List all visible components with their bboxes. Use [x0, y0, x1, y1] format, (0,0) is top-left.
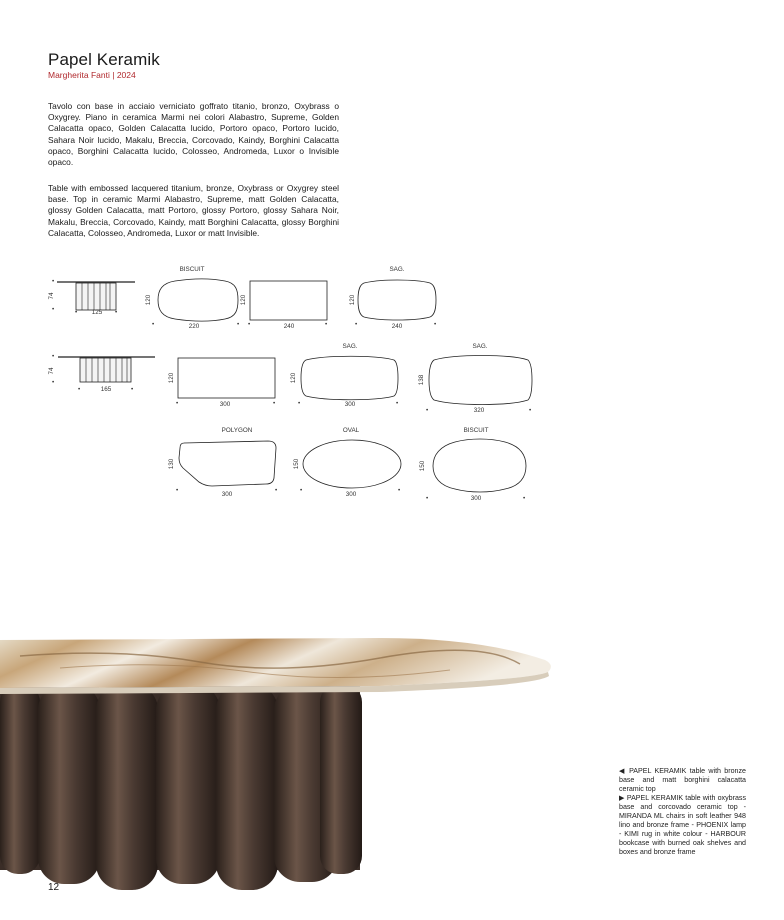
biscuit-depth-label: 120	[145, 294, 152, 306]
biscuit-shape-220	[158, 279, 238, 322]
sag-depth-label: 120	[349, 294, 356, 306]
rect-depth-label-2: 120	[168, 372, 175, 384]
svg-text:•: •	[78, 386, 81, 393]
svg-text:•: •	[176, 400, 179, 407]
svg-text:•: •	[273, 400, 276, 407]
shape-label-oval: OVAL	[342, 427, 360, 434]
svg-text:•: •	[131, 386, 134, 393]
side-view-165	[48, 353, 155, 393]
rectangular-shape-300	[178, 358, 275, 398]
caption-left-photo: ◀ PAPEL KERAMIK table with bronze base and matt borghini calacatta ceramic top	[619, 767, 746, 793]
svg-text:•: •	[355, 321, 358, 328]
side-width-label: 125	[91, 309, 103, 316]
oval-depth-label: 150	[293, 458, 300, 470]
biscuit-length-label: 220	[188, 323, 200, 330]
shape-label-biscuit-2: BISCUIT	[463, 427, 489, 434]
oval-length-label: 300	[345, 491, 357, 498]
side-view-125	[48, 278, 135, 316]
svg-text:•: •	[152, 321, 155, 328]
rect-depth-label: 120	[240, 294, 247, 306]
photo-caption	[619, 767, 746, 857]
svg-text:•: •	[52, 379, 55, 386]
svg-text:•: •	[275, 487, 278, 494]
svg-text:•: •	[300, 487, 303, 494]
side-height-label-2: 74	[48, 367, 55, 375]
sag-shape-300	[301, 356, 398, 400]
biscuit-length-label-2: 300	[470, 495, 482, 502]
sag-depth-label-3: 138	[418, 374, 425, 386]
polygon-length-label: 300	[221, 491, 233, 498]
shape-label-polygon: POLYGON	[221, 427, 253, 434]
sag-length-label: 240	[391, 323, 403, 330]
svg-text:•: •	[396, 400, 399, 407]
shape-label-sag-3: SAG.	[472, 343, 488, 350]
shape-label-biscuit: BISCUIT	[179, 266, 205, 273]
svg-text:•: •	[298, 400, 301, 407]
biscuit-shape-300	[433, 439, 526, 492]
designer-year: Margherita Fanti | 2024	[48, 70, 136, 80]
svg-text:•: •	[176, 487, 179, 494]
side-height-label: 74	[48, 292, 55, 300]
svg-text:•: •	[52, 278, 55, 285]
marble-tabletop	[0, 638, 551, 694]
shape-label-sag: SAG.	[389, 266, 405, 273]
product-photo	[0, 628, 600, 890]
rect-length-label: 240	[283, 323, 295, 330]
table-base	[0, 684, 362, 890]
svg-text:•: •	[52, 353, 55, 360]
svg-text:•: •	[398, 487, 401, 494]
side-width-label-2: 165	[100, 386, 112, 393]
svg-text:•: •	[523, 495, 526, 502]
svg-text:•: •	[325, 321, 328, 328]
description-english: Table with embossed lacquered titanium, bronze, Oxybrass or Oxygrey steel base. Top in ceramic Marmi Alabastro, Supreme, matt Golden Calacatta, glossy Golden Calacatta, matt Portoro, glossy Portoro, glossy Sahara Noir, Makalu, Breccia, Corcovado, Kaindy, matt Borghini Calacatta, glossy Borghini Calacatta, Colosseo, Andromeda, Luxor or matt Invisible.	[48, 183, 339, 238]
page-number: 12	[48, 882, 60, 893]
polygon-shape-300	[179, 441, 276, 486]
svg-text:•: •	[248, 321, 251, 328]
svg-text:•: •	[237, 321, 240, 328]
svg-text:•: •	[434, 321, 437, 328]
sag-depth-label-2: 120	[290, 372, 297, 384]
oval-shape-300	[303, 440, 401, 488]
rect-length-label-2: 300	[219, 401, 231, 408]
svg-text:•: •	[426, 407, 429, 414]
caption-right-photo: ▶ PAPEL KERAMIK table with oxybrass base and corcovado ceramic top - MIRANDA ML chairs in soft leather 948 lino and bronze frame - PHOENIX lamp - KIMI rug in white colour - HARBOUR bookcase with burned oak shelves and boxes and bronze frame	[619, 794, 746, 856]
description-italian: Tavolo con base in acciaio verniciato goffrato titanio, bronzo, Oxybrass o Oxygrey. Piano in ceramica Marmi nei colori Alabastro, Supreme, Golden Calacatta opaco, Golden Calacatta lucido, Portoro opaco, Portoro lucido, Sahara Noir lucido, Makalu, Breccia, Corcovado, Kaindy, Borghini Calacatta opaco, Borghini Calacatta lucido, Colosseo, Andromeda, Luxor o Invisible opaco.	[48, 101, 339, 168]
svg-text:•: •	[52, 306, 55, 313]
shape-label-sag-2: SAG.	[342, 343, 358, 350]
sag-length-label-2: 300	[344, 401, 356, 408]
page-title: Papel Keramik	[48, 50, 160, 69]
rectangular-shape-240	[250, 281, 327, 320]
biscuit-depth-label-2: 150	[419, 460, 426, 472]
svg-text:•: •	[115, 309, 118, 316]
sag-shape-320	[429, 356, 532, 405]
svg-text:•: •	[75, 309, 78, 316]
svg-text:•: •	[529, 407, 532, 414]
sag-length-label-3: 320	[473, 407, 485, 414]
svg-text:•: •	[426, 495, 429, 502]
sag-shape-240	[358, 280, 436, 320]
polygon-depth-label: 130	[168, 458, 175, 470]
